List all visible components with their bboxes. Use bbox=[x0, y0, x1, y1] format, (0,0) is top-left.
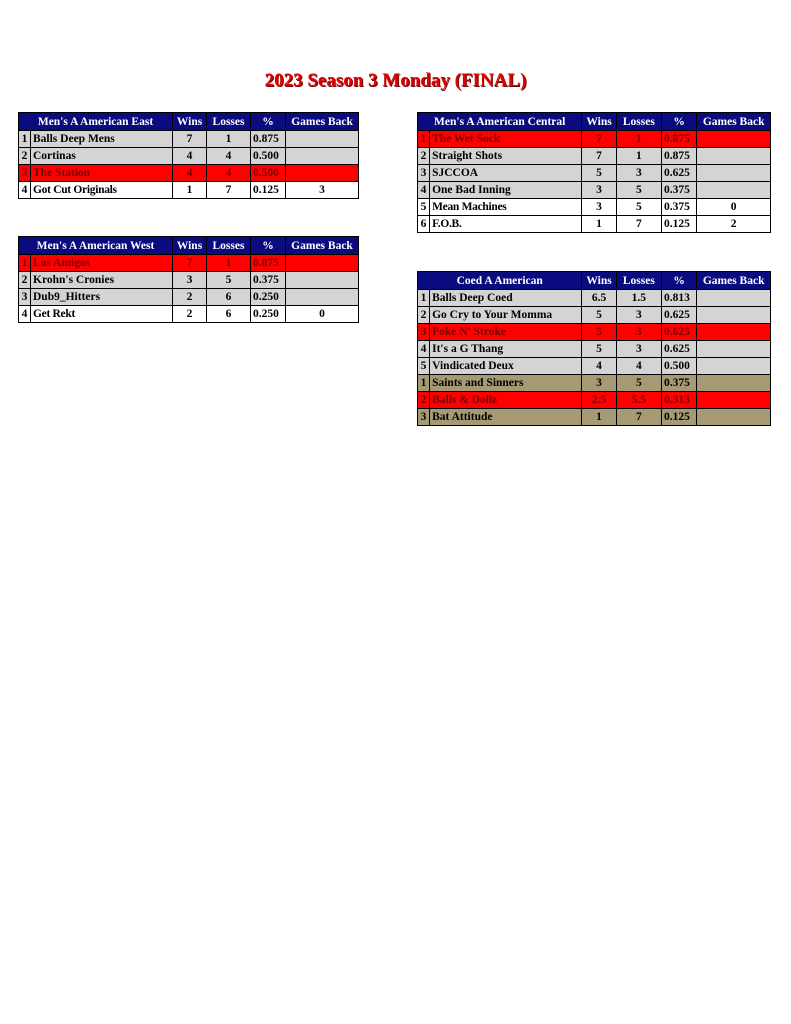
rank-cell: 2 bbox=[418, 148, 430, 165]
games-back-cell bbox=[697, 341, 771, 358]
wins-cell: 5 bbox=[582, 307, 616, 324]
rank-cell: 3 bbox=[418, 165, 430, 182]
rank-cell: 2 bbox=[19, 272, 31, 289]
team-cell: Got Cut Originals bbox=[31, 182, 173, 199]
losses-cell: 5 bbox=[616, 199, 661, 216]
table-row bbox=[19, 165, 359, 182]
wins-cell: 3 bbox=[582, 375, 616, 392]
team-cell: Vindicated Deux bbox=[430, 358, 582, 375]
page-title: 2023 Season 3 Monday (FINAL) bbox=[264, 70, 527, 91]
rank-cell: 3 bbox=[19, 165, 31, 182]
wins-cell: 2 bbox=[173, 306, 207, 323]
table-row bbox=[418, 307, 771, 324]
pct-cell: 0.500 bbox=[251, 148, 286, 165]
rank-cell: 4 bbox=[19, 182, 31, 199]
losses-cell: 3 bbox=[616, 341, 661, 358]
table-header bbox=[19, 237, 359, 255]
table-row bbox=[418, 131, 771, 148]
games-back-cell bbox=[286, 272, 359, 289]
rank-cell: 3 bbox=[19, 289, 31, 306]
rank-cell: 4 bbox=[418, 341, 430, 358]
rank-cell: 5 bbox=[418, 199, 430, 216]
team-cell: Balls Deep Mens bbox=[31, 131, 173, 148]
pct-cell: 0.500 bbox=[251, 165, 286, 182]
wins-cell: 1 bbox=[173, 182, 207, 199]
pct-cell: 0.625 bbox=[662, 324, 697, 341]
wins-cell: 7 bbox=[582, 148, 616, 165]
losses-cell: 5.5 bbox=[616, 392, 661, 409]
pct-cell: 0.375 bbox=[662, 182, 697, 199]
table-row bbox=[418, 375, 771, 392]
rank-cell: 4 bbox=[418, 182, 430, 199]
table-row bbox=[418, 358, 771, 375]
standings-table-west bbox=[18, 236, 359, 323]
table-row bbox=[418, 290, 771, 307]
games-back-header: Games Back bbox=[286, 237, 359, 255]
table-header bbox=[418, 272, 771, 290]
games-back-cell: 3 bbox=[286, 182, 359, 199]
rank-cell: 3 bbox=[418, 409, 430, 426]
team-cell: One Bad Inning bbox=[430, 182, 582, 199]
table-row bbox=[19, 131, 359, 148]
wins-cell: 2 bbox=[173, 289, 207, 306]
table-header bbox=[19, 113, 359, 131]
pct-cell: 0.813 bbox=[662, 290, 697, 307]
table-row bbox=[19, 289, 359, 306]
team-cell: Krohn's Cronies bbox=[31, 272, 173, 289]
table-row bbox=[418, 182, 771, 199]
losses-cell: 1.5 bbox=[616, 290, 661, 307]
table-header bbox=[418, 113, 771, 131]
rank-cell: 1 bbox=[418, 290, 430, 307]
table-row bbox=[418, 216, 771, 233]
wins-cell: 1 bbox=[582, 216, 616, 233]
games-back-cell bbox=[697, 375, 771, 392]
table-row bbox=[19, 255, 359, 272]
games-back-cell bbox=[697, 409, 771, 426]
pct-cell: 0.500 bbox=[662, 358, 697, 375]
games-back-cell bbox=[697, 392, 771, 409]
team-cell: Get Rekt bbox=[31, 306, 173, 323]
wins-cell: 2.5 bbox=[582, 392, 616, 409]
pct-header: % bbox=[251, 237, 286, 255]
losses-cell: 1 bbox=[616, 131, 661, 148]
pct-cell: 0.313 bbox=[662, 392, 697, 409]
team-cell: The Wet Sock bbox=[430, 131, 582, 148]
losses-cell: 3 bbox=[616, 307, 661, 324]
team-cell: Saints and Sinners bbox=[430, 375, 582, 392]
wins-cell: 4 bbox=[582, 358, 616, 375]
games-back-cell bbox=[697, 165, 771, 182]
rank-cell: 1 bbox=[19, 131, 31, 148]
team-cell: Mean Machines bbox=[430, 199, 582, 216]
losses-cell: 1 bbox=[207, 131, 251, 148]
pct-cell: 0.375 bbox=[251, 272, 286, 289]
rank-cell: 4 bbox=[19, 306, 31, 323]
wins-cell: 1 bbox=[582, 409, 616, 426]
standings-table-coed bbox=[417, 271, 771, 426]
losses-cell: 3 bbox=[616, 165, 661, 182]
games-back-header: Games Back bbox=[697, 272, 771, 290]
games-back-cell bbox=[286, 148, 359, 165]
pct-cell: 0.250 bbox=[251, 306, 286, 323]
wins-cell: 7 bbox=[173, 131, 207, 148]
games-back-header: Games Back bbox=[286, 113, 359, 131]
pct-cell: 0.125 bbox=[251, 182, 286, 199]
wins-cell: 5 bbox=[582, 341, 616, 358]
losses-cell: 7 bbox=[207, 182, 251, 199]
standings-table-central bbox=[417, 112, 771, 233]
games-back-cell bbox=[286, 255, 359, 272]
team-cell: Bat Attitude bbox=[430, 409, 582, 426]
rank-cell: 2 bbox=[19, 148, 31, 165]
losses-cell: 4 bbox=[616, 358, 661, 375]
team-cell: SJCCOA bbox=[430, 165, 582, 182]
games-back-cell: 0 bbox=[286, 306, 359, 323]
table-row bbox=[19, 148, 359, 165]
losses-cell: 6 bbox=[207, 306, 251, 323]
pct-header: % bbox=[662, 113, 697, 131]
table-row bbox=[19, 272, 359, 289]
wins-cell: 3 bbox=[173, 272, 207, 289]
losses-cell: 4 bbox=[207, 165, 251, 182]
rank-cell: 5 bbox=[418, 358, 430, 375]
table-row bbox=[418, 199, 771, 216]
losses-cell: 7 bbox=[616, 216, 661, 233]
rank-cell: 2 bbox=[418, 392, 430, 409]
losses-header: Losses bbox=[616, 272, 661, 290]
wins-cell: 5 bbox=[582, 165, 616, 182]
games-back-cell bbox=[697, 290, 771, 307]
games-back-cell bbox=[697, 358, 771, 375]
team-cell: F.O.B. bbox=[430, 216, 582, 233]
wins-cell: 3 bbox=[582, 199, 616, 216]
wins-cell: 7 bbox=[582, 131, 616, 148]
games-back-cell: 2 bbox=[697, 216, 771, 233]
wins-header: Wins bbox=[173, 113, 207, 131]
rank-cell: 6 bbox=[418, 216, 430, 233]
table-row bbox=[19, 306, 359, 323]
team-cell: It's a G Thang bbox=[430, 341, 582, 358]
division-name: Men's A American Central bbox=[418, 113, 582, 131]
losses-header: Losses bbox=[616, 113, 661, 131]
wins-header: Wins bbox=[173, 237, 207, 255]
team-cell: Straight Shots bbox=[430, 148, 582, 165]
pct-cell: 0.625 bbox=[662, 341, 697, 358]
pct-cell: 0.375 bbox=[662, 375, 697, 392]
team-cell: Cortinas bbox=[31, 148, 173, 165]
games-back-cell bbox=[697, 307, 771, 324]
table-row bbox=[418, 165, 771, 182]
losses-cell: 7 bbox=[616, 409, 661, 426]
pct-cell: 0.875 bbox=[251, 255, 286, 272]
pct-cell: 0.625 bbox=[662, 165, 697, 182]
team-cell: Dub9_Hitters bbox=[31, 289, 173, 306]
pct-header: % bbox=[251, 113, 286, 131]
table-row bbox=[19, 182, 359, 199]
wins-cell: 3 bbox=[582, 182, 616, 199]
pct-cell: 0.625 bbox=[662, 307, 697, 324]
games-back-cell: 0 bbox=[697, 199, 771, 216]
games-back-cell bbox=[286, 131, 359, 148]
team-cell: Poke N' Stroke bbox=[430, 324, 582, 341]
pct-cell: 0.375 bbox=[662, 199, 697, 216]
team-cell: Go Cry to Your Momma bbox=[430, 307, 582, 324]
rank-cell: 1 bbox=[19, 255, 31, 272]
pct-cell: 0.875 bbox=[251, 131, 286, 148]
wins-cell: 4 bbox=[173, 148, 207, 165]
division-name: Men's A American West bbox=[19, 237, 173, 255]
standings-table-east bbox=[18, 112, 359, 199]
losses-cell: 3 bbox=[616, 324, 661, 341]
pct-header: % bbox=[662, 272, 697, 290]
table-row bbox=[418, 392, 771, 409]
losses-cell: 5 bbox=[616, 182, 661, 199]
team-cell: Los Amigos bbox=[31, 255, 173, 272]
games-back-cell bbox=[697, 131, 771, 148]
pct-cell: 0.250 bbox=[251, 289, 286, 306]
division-name: Coed A American bbox=[418, 272, 582, 290]
losses-header: Losses bbox=[207, 237, 251, 255]
games-back-cell bbox=[286, 165, 359, 182]
wins-cell: 6.5 bbox=[582, 290, 616, 307]
losses-cell: 1 bbox=[616, 148, 661, 165]
wins-cell: 7 bbox=[173, 255, 207, 272]
pct-cell: 0.875 bbox=[662, 131, 697, 148]
games-back-cell bbox=[697, 148, 771, 165]
games-back-cell bbox=[697, 324, 771, 341]
table-row bbox=[418, 148, 771, 165]
losses-cell: 4 bbox=[207, 148, 251, 165]
wins-cell: 5 bbox=[582, 324, 616, 341]
rank-cell: 3 bbox=[418, 324, 430, 341]
wins-header: Wins bbox=[582, 272, 616, 290]
losses-cell: 1 bbox=[207, 255, 251, 272]
losses-cell: 6 bbox=[207, 289, 251, 306]
games-back-header: Games Back bbox=[697, 113, 771, 131]
table-row bbox=[418, 409, 771, 426]
wins-header: Wins bbox=[582, 113, 616, 131]
team-cell: Balls Deep Coed bbox=[430, 290, 582, 307]
games-back-cell bbox=[697, 182, 771, 199]
team-cell: The Station bbox=[31, 165, 173, 182]
wins-cell: 4 bbox=[173, 165, 207, 182]
team-cell: Balls & Dollz bbox=[430, 392, 582, 409]
games-back-cell bbox=[286, 289, 359, 306]
table-row bbox=[418, 341, 771, 358]
table-row bbox=[418, 324, 771, 341]
rank-cell: 1 bbox=[418, 375, 430, 392]
losses-header: Losses bbox=[207, 113, 251, 131]
division-name: Men's A American East bbox=[19, 113, 173, 131]
pct-cell: 0.875 bbox=[662, 148, 697, 165]
rank-cell: 1 bbox=[418, 131, 430, 148]
losses-cell: 5 bbox=[616, 375, 661, 392]
pct-cell: 0.125 bbox=[662, 216, 697, 233]
pct-cell: 0.125 bbox=[662, 409, 697, 426]
rank-cell: 2 bbox=[418, 307, 430, 324]
losses-cell: 5 bbox=[207, 272, 251, 289]
